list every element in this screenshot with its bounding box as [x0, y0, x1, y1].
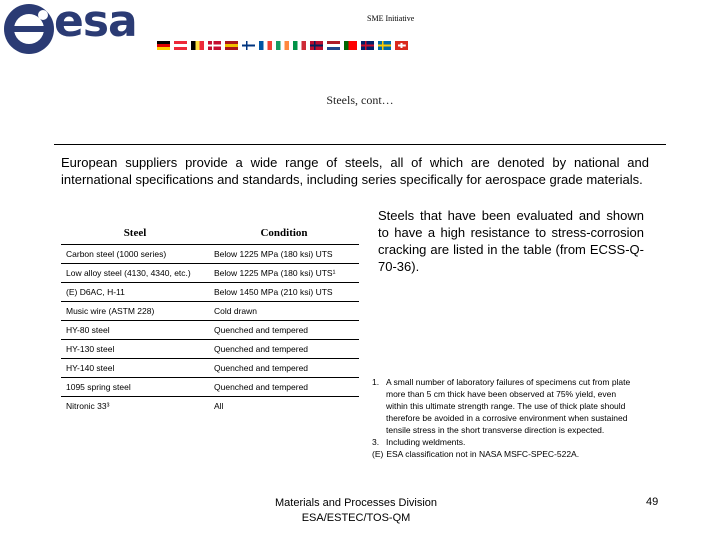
- spain-flag-icon: [225, 41, 238, 50]
- footnote: [372, 448, 637, 460]
- footnote: [372, 436, 637, 448]
- condition-cell: Quenched and tempered: [209, 321, 359, 340]
- united-kingdom-flag-icon: [361, 41, 374, 50]
- table-row: [61, 321, 359, 340]
- table-header-row: [61, 221, 359, 245]
- italy-flag-icon: [293, 41, 306, 50]
- steel-cell: Low alloy steel (4130, 4340, etc.): [61, 264, 209, 283]
- table-row: [61, 264, 359, 283]
- table-row: [61, 397, 359, 416]
- switzerland-flag-icon: [395, 41, 408, 50]
- steel-cell: Music wire (ASTM 228): [61, 302, 209, 321]
- footnote: [372, 376, 637, 436]
- column-header-condition: Condition: [209, 221, 359, 245]
- steel-cell: 1095 spring steel: [61, 378, 209, 397]
- ireland-flag-icon: [276, 41, 289, 50]
- steel-cell: (E) D6AC, H-11: [61, 283, 209, 302]
- sweden-flag-icon: [378, 41, 391, 50]
- footnotes: [372, 376, 637, 460]
- footnote-text: Including weldments.: [386, 437, 466, 447]
- page-title: Steels, cont…: [326, 93, 394, 107]
- footnote-number: (E): [372, 449, 384, 459]
- condition-cell: Quenched and tempered: [209, 378, 359, 397]
- footnote-text: A small number of laboratory failures of specimens cut from plate more than 5 cm thick have been observed at 75% yield, even within this ultimate strength range. The use of thick plate should therefore be avoided in a corrosive environment when sustained tensile stress in the short transverse direction is expected.: [386, 377, 631, 435]
- condition-cell: All: [214, 401, 224, 411]
- belgium-flag-icon: [191, 41, 204, 50]
- page-number: 49: [646, 496, 659, 508]
- table-row: [61, 283, 359, 302]
- steels-table: [61, 221, 359, 415]
- esa-logo-text: esa: [54, 0, 137, 47]
- condition-cell: Below 1225 MPa (180 ksi) UTS¹: [209, 264, 359, 283]
- footer-department: ESA/ESTEC/TOS-QM: [301, 512, 411, 524]
- esa-logo-mark-icon: [2, 2, 58, 58]
- title-divider: [54, 144, 666, 145]
- footnote-text: ESA classification not in NASA MSFC-SPEC-522A.: [386, 449, 580, 459]
- side-paragraph: Steels that have been evaluated and shown to have a high resistance to stress-corrosion cracking are listed in the table (from ECSS-Q-70-36).: [378, 208, 644, 274]
- footnote-number: 3.: [372, 437, 380, 447]
- esa-logo: [2, 2, 162, 54]
- intro-paragraph: European suppliers provide a wide range of steels, all of which are denoted by national and international specifications and standards, including series specifically for aerospace grade materials.: [61, 155, 649, 187]
- footer-division: Materials and Processes Division: [275, 497, 438, 509]
- member-state-flags: [157, 41, 408, 50]
- netherlands-flag-icon: [327, 41, 340, 50]
- steel-cell: HY-80 steel: [61, 321, 209, 340]
- condition-cell: Below 1225 MPa (180 ksi) UTS: [209, 245, 359, 264]
- germany-flag-icon: [157, 41, 170, 50]
- table-row: [61, 378, 359, 397]
- austria-flag-icon: [174, 41, 187, 50]
- header-initiative: SME Initiative: [367, 14, 415, 23]
- france-flag-icon: [259, 41, 272, 50]
- footnote-number: 1.: [372, 377, 380, 387]
- footer: [275, 496, 437, 526]
- table-row: [61, 359, 359, 378]
- denmark-flag-icon: [208, 41, 221, 50]
- portugal-flag-icon: [344, 41, 357, 50]
- steel-cell: Nitronic 33³: [66, 401, 110, 411]
- table-row: [61, 245, 359, 264]
- column-header-steel: Steel: [61, 221, 209, 245]
- condition-cell: Cold drawn: [209, 302, 359, 321]
- norway-flag-icon: [310, 41, 323, 50]
- condition-cell: Quenched and tempered: [209, 340, 359, 359]
- steel-cell: HY-130 steel: [61, 340, 209, 359]
- condition-cell: Quenched and tempered: [209, 359, 359, 378]
- steel-cell: Carbon steel (1000 series): [61, 245, 209, 264]
- steel-cell: HY-140 steel: [61, 359, 209, 378]
- table-row: [61, 340, 359, 359]
- finland-flag-icon: [242, 41, 255, 50]
- table-row: [61, 302, 359, 321]
- condition-cell: Below 1450 MPa (210 ksi) UTS: [209, 283, 359, 302]
